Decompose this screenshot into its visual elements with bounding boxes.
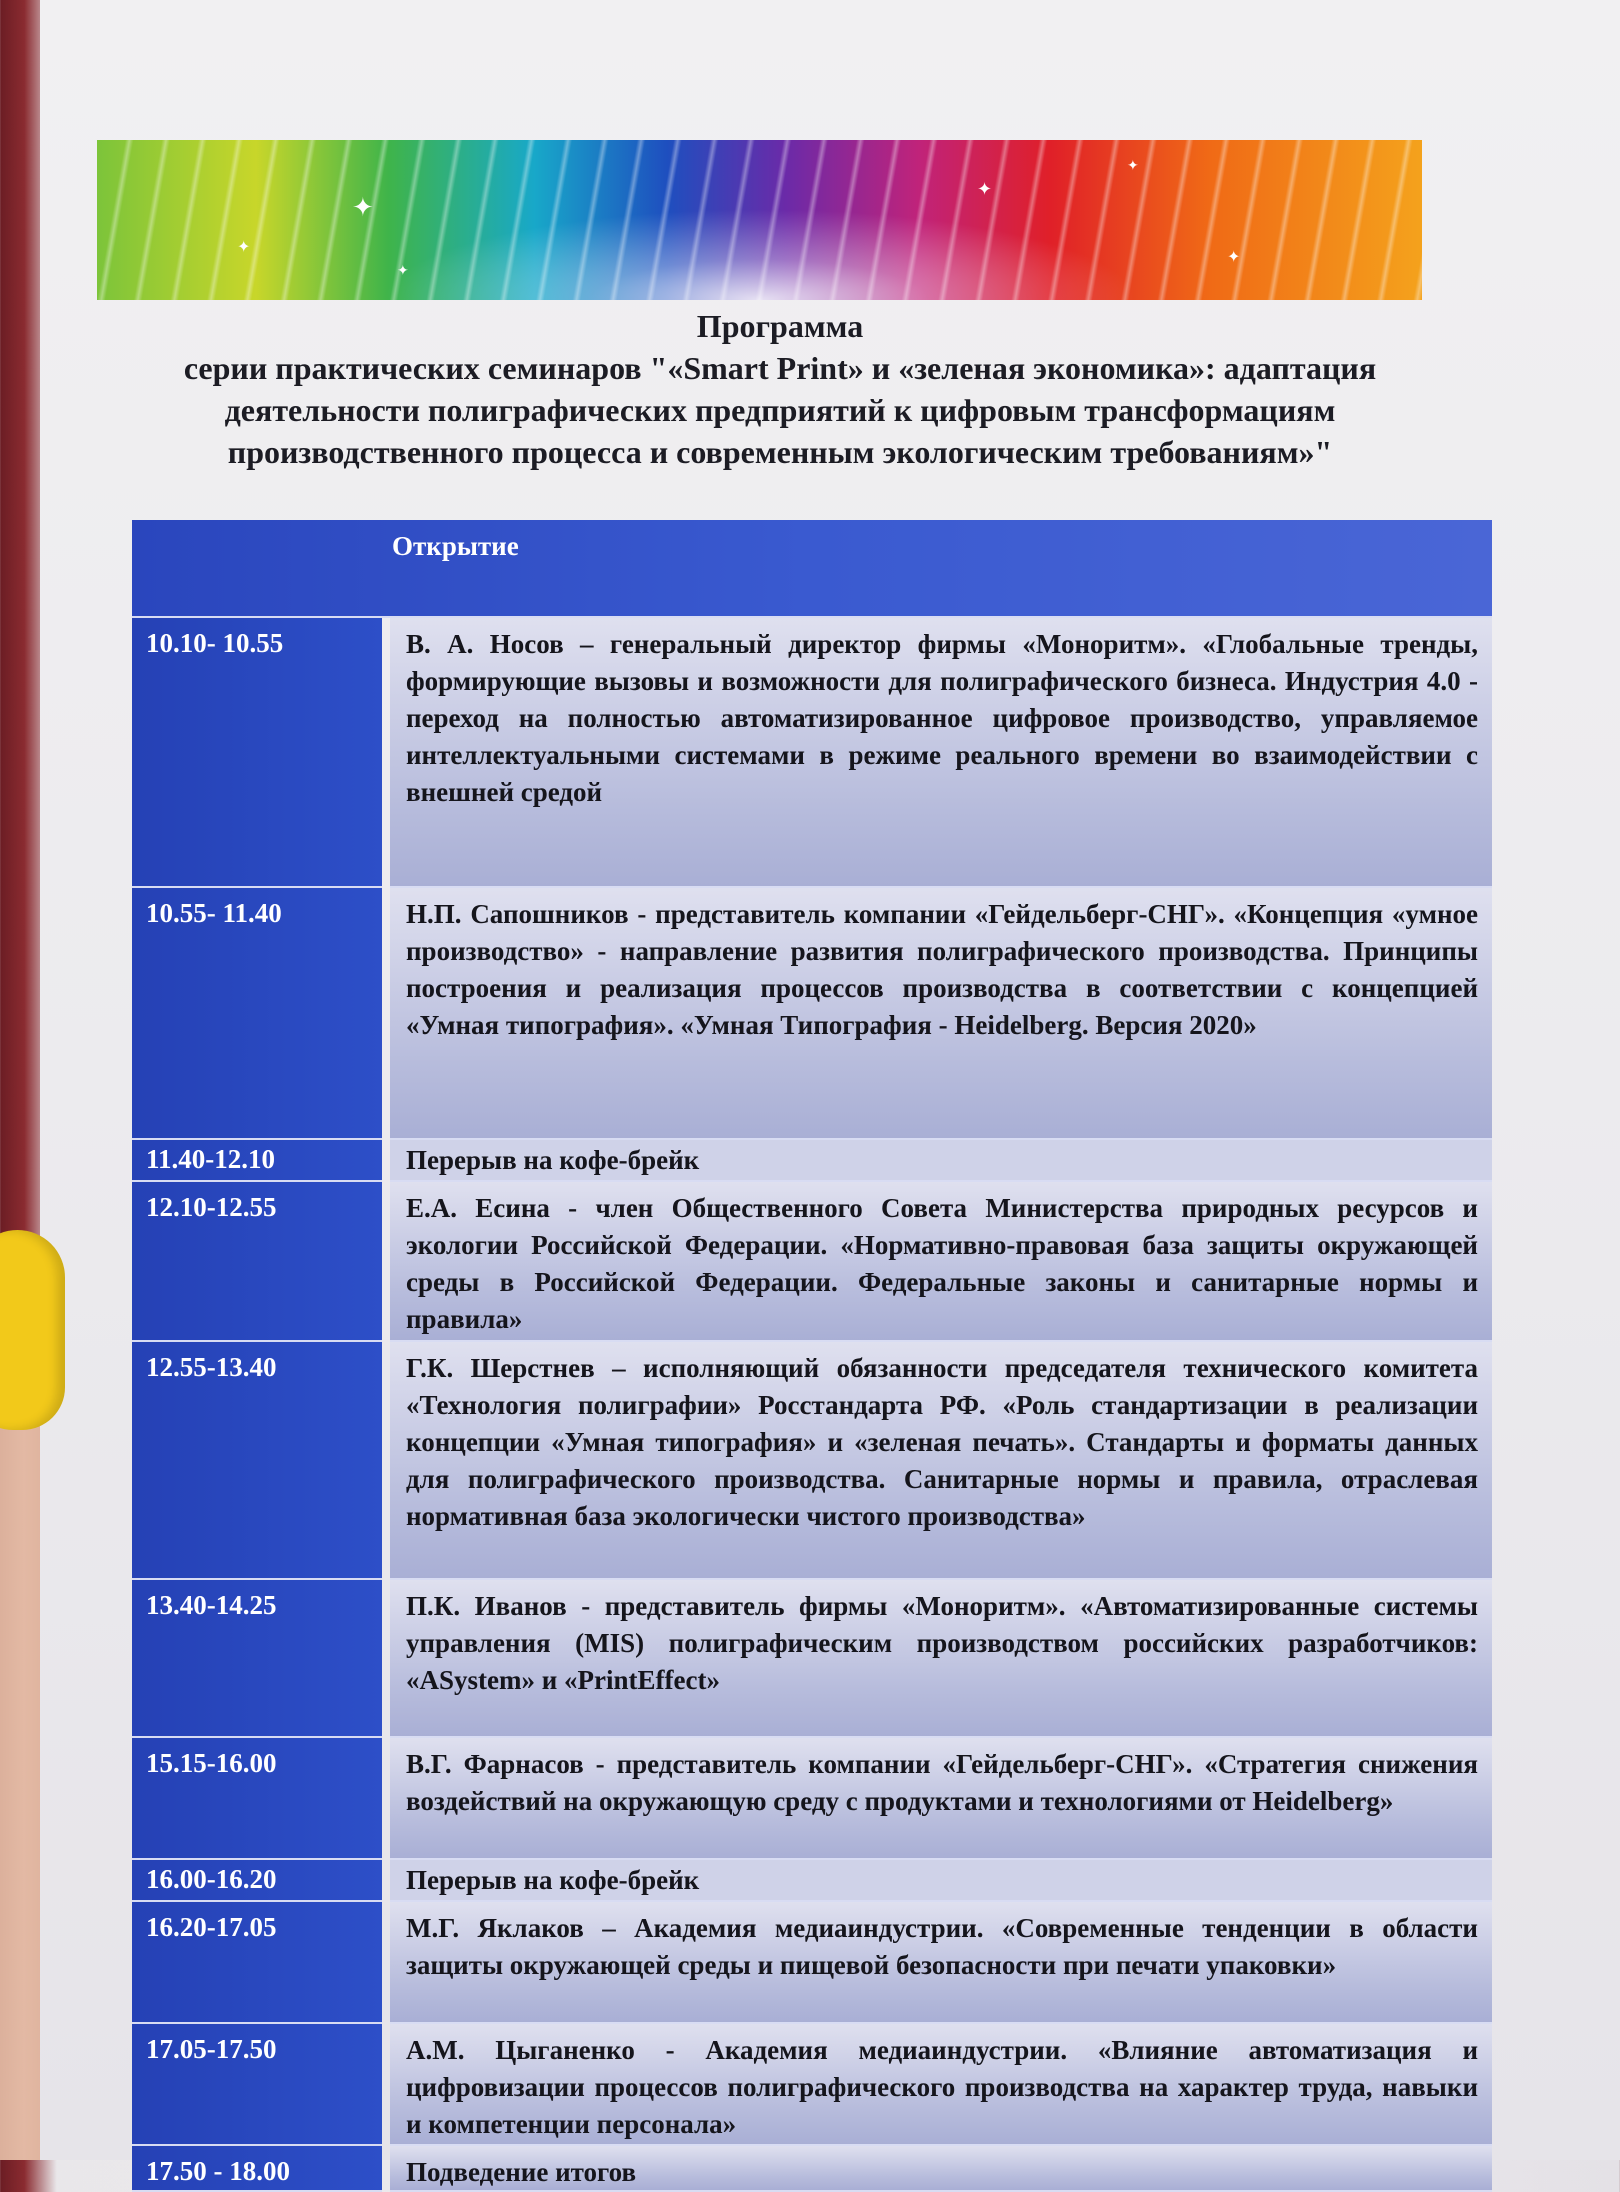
description-cell: Е.А. Есина - член Общественного Совета Министерства природных ресурсов и экологии Российской Федерации. «Нормативно-правовая база защиты окружающей среды в Российской Федерации. Федеральные законы и санитарные нормы и правила» (390, 1182, 1492, 1342)
description-cell: А.М. Цыганенко - Академия медиаиндустрии. «Влияние автоматизация и цифровизации процессов полиграфического производства на характер труда, навыки и компетенции персонала» (390, 2024, 1492, 2146)
description-cell: Открытие (132, 520, 1492, 618)
schedule-row (132, 1738, 1492, 1860)
time-cell: 17.50 - 18.00 (132, 2146, 382, 2192)
fingernail (0, 1230, 65, 1430)
time-cell: 15.15-16.00 (132, 1738, 382, 1860)
time-cell: 17.05-17.50 (132, 2024, 382, 2146)
description-cell: В.Г. Фарнасов - представитель компании «Гейдельберг-СНГ». «Стратегия снижения воздействий на окружающую среду с продуктами и технологиями от Heidelberg» (390, 1738, 1492, 1860)
description-cell: П.К. Иванов - представитель фирмы «Моноритм». «Автоматизированные системы управления (MIS) полиграфическим производством российских разработчиков: «ASystem» и «PrintEffect» (390, 1580, 1492, 1738)
schedule-row (132, 520, 1492, 618)
program-title: Программа (696, 308, 864, 344)
schedule-row (132, 618, 1492, 888)
description-cell: Н.П. Сапошников - представитель компании «Гейдельберг-СНГ». «Концепция «умное производство» - направление развития полиграфического производства. Принципы построения и реализация процессов производства в соответствии с концепцией «Умная типография». «Умная Типография - Heidelberg. Версия 2020» (390, 888, 1492, 1140)
description-cell: Подведение итогов (390, 2146, 1492, 2192)
schedule-row (132, 2146, 1492, 2187)
description-cell: М.Г. Яклаков – Академия медиаиндустрии. «Современные тенденции в области защиты окружающей среды и пищевой безопасности при печати упаковки» (390, 1902, 1492, 2024)
sparkle-icon: ✦ (237, 239, 251, 256)
time-cell: 13.40-14.25 (132, 1580, 382, 1738)
time-cell: 12.10-12.55 (132, 1182, 382, 1342)
description-cell: В. А. Носов – генеральный директор фирмы «Моноритм». «Глобальные тренды, формирующие вызовы и возможности для полиграфического бизнеса. Индустрия 4.0 - переход на полностью автоматизированное цифровое производство, управляемое интеллектуальными системами в режиме реального времени во взаимодействии с внешней средой (390, 618, 1492, 888)
schedule-row (132, 888, 1492, 1140)
schedule-row (132, 2024, 1492, 2146)
time-cell: 10.55- 11.40 (132, 888, 382, 1140)
program-heading (100, 305, 1460, 473)
rainbow-banner (97, 140, 1422, 300)
schedule-table (132, 520, 1492, 2187)
schedule-row (132, 1902, 1492, 2024)
schedule-row (132, 1342, 1492, 1580)
time-cell: 11.40-12.10 (132, 1140, 382, 1182)
sparkle-icon: ✦ (1227, 249, 1241, 266)
description-cell: Перерыв на кофе-брейк (390, 1140, 1492, 1182)
time-cell: 12.55-13.40 (132, 1342, 382, 1580)
schedule-row (132, 1860, 1492, 1902)
description-cell: Г.К. Шерстнев – исполняющий обязанности председателя технического комитета «Технология полиграфии» Росстандарта РФ. «Роль стандартизации в реализации концепции «Умная типография» и «зеленая печать». Стандарты и форматы данных для полиграфического производства. Санитарные нормы и правила, отраслевая нормативная база экологически чистого производства» (390, 1342, 1492, 1580)
sparkle-icon: ✦ (397, 264, 409, 279)
program-subtitle: серии практических семинаров "«Smart Print» и «зеленая экономика»: адаптация деятельности полиграфических предприятий к цифровым трансформациям производственного процесса и современным экологическим требованиям»" (183, 350, 1377, 470)
schedule-row (132, 1182, 1492, 1342)
time-cell: 10.10- 10.55 (132, 618, 382, 888)
description-cell: Перерыв на кофе-брейк (390, 1860, 1492, 1902)
time-cell: 16.00-16.20 (132, 1860, 382, 1902)
sparkle-icon: ✦ (977, 179, 993, 199)
schedule-row (132, 1140, 1492, 1182)
sparkle-icon: ✦ (352, 193, 374, 222)
time-cell: 16.20-17.05 (132, 1902, 382, 2024)
sparkle-icon: ✦ (1127, 159, 1139, 174)
schedule-row (132, 1580, 1492, 1738)
